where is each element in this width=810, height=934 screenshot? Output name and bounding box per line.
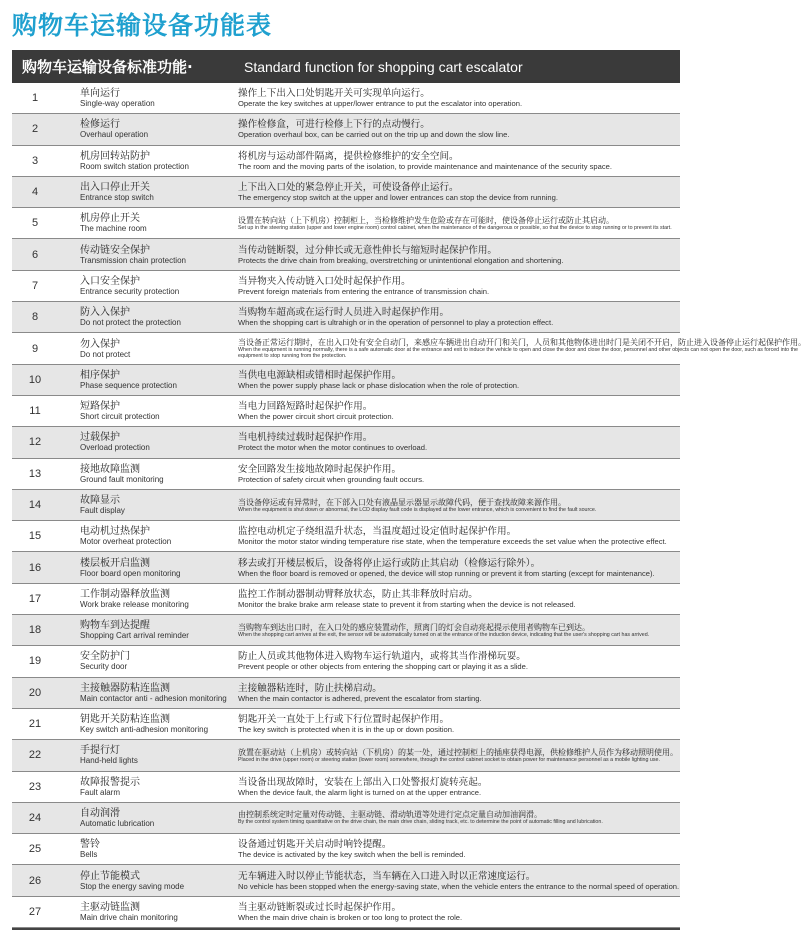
description-chinese: 当异物夹入传动链入口处时起保护作用。	[238, 275, 411, 287]
function-name	[58, 871, 214, 891]
function-name	[58, 714, 214, 734]
description-chinese: 当购物车到达出口时，在入口处的感应装置动作，照离门的灯会自动亮起提示使用者购物车已到达。	[238, 622, 590, 632]
table-row	[12, 427, 680, 458]
function-name-english: Security door	[80, 662, 128, 672]
function-name	[58, 464, 214, 484]
function-name-english: Bells	[80, 850, 98, 860]
row-number: 22	[28, 749, 42, 762]
row-number: 19	[28, 655, 42, 668]
function-name-chinese: 主接触器防粘连监测	[80, 682, 170, 694]
row-number: 2	[31, 123, 39, 136]
function-description	[214, 432, 680, 452]
function-description	[214, 151, 680, 171]
description-english: When the equipment is shut down or abnormal, the LCD display fault code is displayed at the lower entrance, which is convenient to find the fault source.	[238, 506, 597, 513]
function-description	[214, 338, 810, 359]
description-chinese: 当设备正常运行期时，在出入口处有安全自动门，来感应车辆进出自动开门和关门，人员和其他物体进出时门是关闭不开启，防止进入设备停止运行起保护作用。	[238, 338, 806, 348]
description-english: Prevent people or other objects from entering the shopping cart or playing it as a slide.	[238, 662, 528, 672]
table-row	[12, 302, 680, 333]
page-title: 购物车运输设备功能表	[12, 11, 273, 40]
function-name-chinese: 出入口停止开关	[80, 182, 150, 194]
description-english: When the floor board is removed or opened, the device will stop running or prevent it from starting (except for maintenance).	[238, 568, 655, 578]
function-name	[58, 495, 214, 515]
function-description	[214, 683, 680, 703]
function-name-chinese: 机房停止开关	[80, 213, 140, 225]
function-name-english: Floor board open monitoring	[80, 568, 181, 578]
function-description	[214, 307, 680, 327]
row-number: 15	[28, 530, 42, 543]
description-chinese: 当设备停运或有异常时，在下部入口处有液晶显示器显示故障代码，便于查找故障来源作用。	[238, 497, 566, 507]
function-description	[214, 810, 680, 825]
function-name	[58, 339, 214, 359]
description-chinese: 当供电电源缺相或错相时起保护作用。	[238, 369, 402, 381]
function-description	[214, 714, 680, 734]
function-description	[214, 245, 680, 265]
function-name-chinese: 勿入保护	[80, 338, 120, 350]
description-english: Protection of safety circuit when grounding fault occurs.	[238, 474, 425, 484]
function-name-english: Phase sequence protection	[80, 380, 177, 390]
function-name-chinese: 钥匙开关防粘连监测	[80, 714, 170, 726]
function-name-chinese: 主驱动链监测	[80, 901, 140, 913]
table-row	[12, 865, 680, 896]
description-english: Protect the motor when the motor continues to overload.	[238, 443, 428, 453]
table-row	[12, 333, 806, 364]
table-row	[12, 521, 680, 552]
description-chinese: 当电机持续过载时起保护作用。	[238, 432, 373, 444]
description-english: Set up in the steering station (upper and lower engine room) control cabinet, when the maintenance of the dangerous or possible, so that the device to stop running or to prevent its start.	[238, 224, 672, 231]
function-name-english: Overload protection	[80, 443, 150, 453]
description-english: Operate the key switches at upper/lower entrance to put the escalator into operation.	[238, 99, 523, 109]
row-number: 10	[28, 373, 42, 386]
description-english: The device is activated by the key switch when the bell is reminded.	[238, 850, 466, 860]
function-description	[214, 526, 680, 546]
row-number: 7	[31, 279, 39, 292]
table-row	[12, 146, 680, 177]
table-row	[12, 396, 680, 427]
function-name	[58, 245, 214, 265]
function-table	[12, 50, 806, 930]
row-number: 25	[28, 843, 42, 856]
table-row	[12, 646, 680, 677]
function-name-english: Single-way operation	[80, 99, 155, 109]
function-description	[214, 589, 680, 609]
description-english: Prevent foreign materials from entering the entrance of transmission chain.	[238, 286, 490, 296]
description-chinese: 监控电动机定子绕组温升状态，当温度超过设定值时起保护作用。	[238, 526, 517, 538]
description-chinese: 安全回路发生接地故障时起保护作用。	[238, 463, 402, 475]
function-name-chinese: 传动链安全保护	[80, 244, 150, 256]
row-number: 17	[28, 592, 42, 605]
row-number: 8	[31, 311, 39, 324]
function-name	[58, 589, 214, 609]
function-description	[214, 777, 680, 797]
header-english: Standard function for shopping cart escalator	[244, 58, 523, 75]
function-name	[58, 307, 214, 327]
row-number: 27	[28, 905, 42, 918]
function-description	[214, 871, 683, 891]
description-english: No vehicle has been stopped when the energy-saving state, when the vehicle enters the entrance to the normal speed of operation.	[238, 881, 680, 891]
description-chinese: 当主驱动链断裂或过长时起保护作用。	[238, 901, 402, 913]
function-name-english: Short circuit protection	[80, 412, 160, 422]
function-description	[214, 88, 680, 108]
description-chinese: 当传动链断裂，过分伸长或无意性伸长与缩短时起保护作用。	[238, 244, 498, 256]
table-row	[12, 490, 680, 521]
function-name-english: Entrance stop switch	[80, 193, 154, 203]
table-row	[12, 772, 680, 803]
row-number: 23	[28, 780, 42, 793]
row-number: 14	[28, 499, 42, 511]
description-english: By the control system timing quantitative on the drive chain, the main drive chain, sliding track, etc. to determine the point of automatic filling and lubrication.	[238, 819, 603, 826]
function-name-english: Do not protect	[80, 349, 131, 359]
description-chinese: 当购物车超高或在运行时人员进入时起保护作用。	[238, 307, 450, 319]
function-name-english: Main contactor anti - adhesion monitoring	[80, 693, 227, 703]
function-name-chinese: 停止节能模式	[80, 870, 140, 882]
row-number: 4	[31, 186, 39, 199]
function-description	[214, 498, 680, 513]
row-number: 1	[31, 92, 39, 105]
function-name-chinese: 检修运行	[80, 119, 120, 131]
function-name-chinese: 相序保护	[80, 369, 120, 381]
description-chinese: 由控制系统定时定量对传动链、主驱动链、滑动轨道等处进行定点定量自动加油润滑。	[238, 810, 542, 820]
description-chinese: 监控工作制动器制动臂释放状态，防止其非释放时启动。	[238, 588, 478, 600]
function-name	[58, 777, 214, 797]
row-number: 20	[28, 686, 42, 699]
function-name-chinese: 警铃	[80, 839, 100, 851]
table-row	[12, 740, 680, 771]
row-number: 26	[28, 874, 42, 887]
function-name-english: Motor overheat protection	[80, 537, 172, 547]
function-name	[58, 151, 214, 171]
function-name	[58, 370, 214, 390]
function-name-chinese: 接地故障监测	[80, 463, 140, 475]
description-english: Protects the drive chain from breaking, overstretching or unintentional elongation and shortening.	[238, 255, 564, 265]
description-english: When the shopping cart is ultrahigh or in the operation of personnel to play a protection effect.	[238, 318, 554, 328]
function-name-chinese: 故障显示	[80, 495, 120, 506]
function-name	[58, 745, 214, 765]
function-description	[214, 651, 680, 671]
description-english: When the main drive chain is broken or too long to protect the role.	[238, 912, 463, 922]
table-row	[12, 834, 680, 865]
table-row	[12, 239, 680, 270]
description-english: When the device fault, the alarm light is turned on at the upper entrance.	[238, 787, 482, 797]
description-chinese: 上下出入口处的紧急停止开关，可使设备停止运行。	[238, 182, 459, 194]
function-name-chinese: 机房回转站防护	[80, 150, 150, 162]
row-number: 12	[28, 436, 42, 449]
function-description	[214, 370, 680, 390]
description-chinese: 无车辆进入时以停止节能状态，当车辆在入口进入时以正常速度运行。	[238, 870, 536, 882]
function-name	[58, 682, 227, 703]
function-name-chinese: 工作制动器释放监测	[80, 588, 170, 600]
function-name-chinese: 电动机过热保护	[80, 526, 150, 538]
function-name	[58, 808, 214, 828]
function-description	[214, 401, 680, 421]
row-number: 21	[28, 718, 42, 731]
function-name	[58, 902, 214, 922]
function-name	[58, 432, 214, 452]
description-chinese: 主接触器粘连时，防止扶梯启动。	[238, 682, 382, 694]
description-chinese: 将机房与运动部件隔离，提供检修维护的安全空间。	[238, 150, 459, 162]
function-name	[58, 651, 214, 671]
description-chinese: 当设备出现故障时，安装在上部出入口处警报灯旋转亮起。	[238, 776, 488, 788]
function-name-english: Hand-held lights	[80, 756, 138, 766]
function-name-chinese: 短路保护	[80, 401, 120, 413]
row-number: 24	[28, 811, 42, 824]
description-english: When the main contactor is adhered, prevent the escalator from starting.	[238, 693, 482, 703]
function-name-english: Automatic lubrication	[80, 818, 155, 828]
function-name	[58, 88, 214, 108]
description-english: The room and the moving parts of the isolation, to provide maintenance and maintenance of the security space.	[238, 161, 612, 171]
description-chinese: 设置在转向站（上下机房）控制柜上，当检修维护发生危险或存在可能时，使设备停止运行或防止其启动。	[238, 215, 614, 225]
function-name	[58, 213, 214, 233]
function-description	[214, 623, 680, 638]
function-name	[58, 839, 214, 859]
function-name	[58, 401, 214, 421]
description-chinese: 防止人员或其他物体进入购物车运行轨道内，或将其当作滑梯玩耍。	[238, 651, 526, 663]
row-number: 5	[31, 217, 39, 230]
function-name-english: Stop the energy saving mode	[80, 881, 185, 891]
function-name-english: Entrance security protection	[80, 286, 180, 296]
table-row	[12, 897, 680, 928]
function-name-chinese: 故障报警提示	[80, 776, 140, 788]
description-chinese: 操作上下出入口处钥匙开关可实现单向运行。	[238, 88, 430, 100]
function-name-english: Shopping Cart arrival reminder	[80, 631, 189, 641]
table-row	[12, 459, 680, 490]
function-name-english: Fault alarm	[80, 787, 121, 797]
function-name	[58, 558, 214, 578]
function-name-chinese: 过载保护	[80, 432, 120, 444]
function-description	[214, 182, 680, 202]
description-english: When the power supply phase lack or phase dislocation when the role of protection.	[238, 380, 520, 390]
table-row	[12, 678, 680, 709]
row-number: 18	[28, 624, 42, 637]
function-name-chinese: 楼层板开启监测	[80, 557, 150, 569]
function-name-chinese: 单向运行	[80, 88, 120, 100]
function-name-english: Key switch anti-adhesion monitoring	[80, 725, 209, 735]
row-number: 13	[28, 467, 42, 480]
table-row	[12, 584, 680, 615]
function-description	[214, 558, 680, 578]
function-name-english: Overhaul operation	[80, 130, 149, 140]
row-number: 9	[31, 342, 39, 355]
description-english: Monitor the brake brake arm release state to prevent it from starting when the device is not released.	[238, 599, 576, 609]
table-body	[12, 83, 806, 930]
description-english: The key switch is protected when it is in the up or down position.	[238, 725, 455, 735]
function-name	[58, 182, 214, 202]
description-english: The emergency stop switch at the upper and lower entrances can stop the device from running.	[238, 193, 558, 203]
function-name-english: Fault display	[80, 506, 125, 515]
function-name-chinese: 自动润滑	[80, 807, 120, 819]
row-number: 16	[28, 561, 42, 574]
table-header	[12, 50, 680, 83]
description-english: When the shopping cart arrives at the exit, the sensor will be automatically turned on at the entrance of the induction device, indicating that the user's shopping cart has arrived.	[238, 631, 650, 638]
description-chinese: 设备通过钥匙开关启动时响铃提醒。	[238, 839, 392, 851]
description-english: Operation overhaul box, can be carried out on the trip up and down the slow line.	[238, 130, 510, 140]
table-row	[12, 615, 680, 646]
function-name-chinese: 手提行灯	[80, 745, 120, 757]
header-chinese: 购物车运输设备标准功能·	[22, 58, 193, 76]
description-chinese: 钥匙开关一直处于上行或下行位置时起保护作用。	[238, 714, 450, 726]
function-description	[214, 216, 680, 231]
function-description	[214, 119, 680, 139]
description-english: Monitor the motor stator winding temperature rise state, when the temperature exceeds the set value when the protective effect.	[238, 537, 667, 547]
function-name-english: Do not protect the protection	[80, 318, 181, 328]
function-name-english: Room switch station protection	[80, 161, 189, 171]
function-name-english: Ground fault monitoring	[80, 474, 164, 484]
function-name-chinese: 入口安全保护	[80, 275, 140, 287]
function-name-english: Transmission chain protection	[80, 255, 186, 265]
function-name-chinese: 防入入保护	[80, 307, 130, 319]
description-chinese: 操作检修盒，可进行检修上下行的点动慢行。	[238, 119, 430, 131]
function-name	[58, 620, 214, 640]
function-description	[214, 276, 680, 296]
table-row	[12, 177, 680, 208]
function-description	[214, 464, 680, 484]
function-name-english: The machine room	[80, 224, 147, 234]
description-chinese: 当电力回路短路时起保护作用。	[238, 401, 373, 413]
description-chinese: 放置在驱动站（上机房）或转向站（下机房）的某一处，通过控制柜上的插座获得电源，供检修维护人员作为移动照明使用。	[238, 747, 678, 757]
function-name-chinese: 安全防护门	[80, 651, 130, 663]
function-name	[58, 119, 214, 139]
function-description	[214, 839, 680, 859]
function-name	[58, 276, 214, 296]
table-row	[12, 365, 680, 396]
function-name-english: Work brake release monitoring	[80, 599, 189, 609]
function-name	[58, 526, 214, 546]
function-description	[214, 748, 682, 763]
row-number: 11	[29, 405, 41, 418]
description-chinese: 移去或打开楼层板后，设备将停止运行或防止其启动（检修运行除外）。	[238, 557, 541, 569]
function-description	[214, 902, 680, 922]
description-english: When the power circuit short circuit protection.	[238, 412, 394, 422]
table-row	[12, 208, 680, 239]
row-number: 6	[31, 248, 39, 261]
table-row	[12, 271, 680, 302]
description-english: When the equipment is running normally, there is a safe automatic door at the entrance and exit to induce the vehicle to open and close the door and close the door, personnel and other objects can not open the door, such as forced into the equipment to stop running from the protection.	[238, 347, 798, 360]
table-row	[12, 83, 680, 114]
table-row	[12, 709, 680, 740]
table-row	[12, 114, 680, 145]
table-row	[12, 552, 680, 583]
row-number: 3	[31, 154, 39, 167]
table-row	[12, 803, 680, 834]
description-english: Placed in the drive (upper room) or steering station (lower room) somewhere, through the control cabinet socket to obtain power for maintenance personnel as a mobile lighting use.	[238, 756, 660, 763]
function-name-english: Main drive chain monitoring	[80, 912, 178, 922]
function-name-chinese: 购物车到达提醒	[80, 620, 150, 632]
